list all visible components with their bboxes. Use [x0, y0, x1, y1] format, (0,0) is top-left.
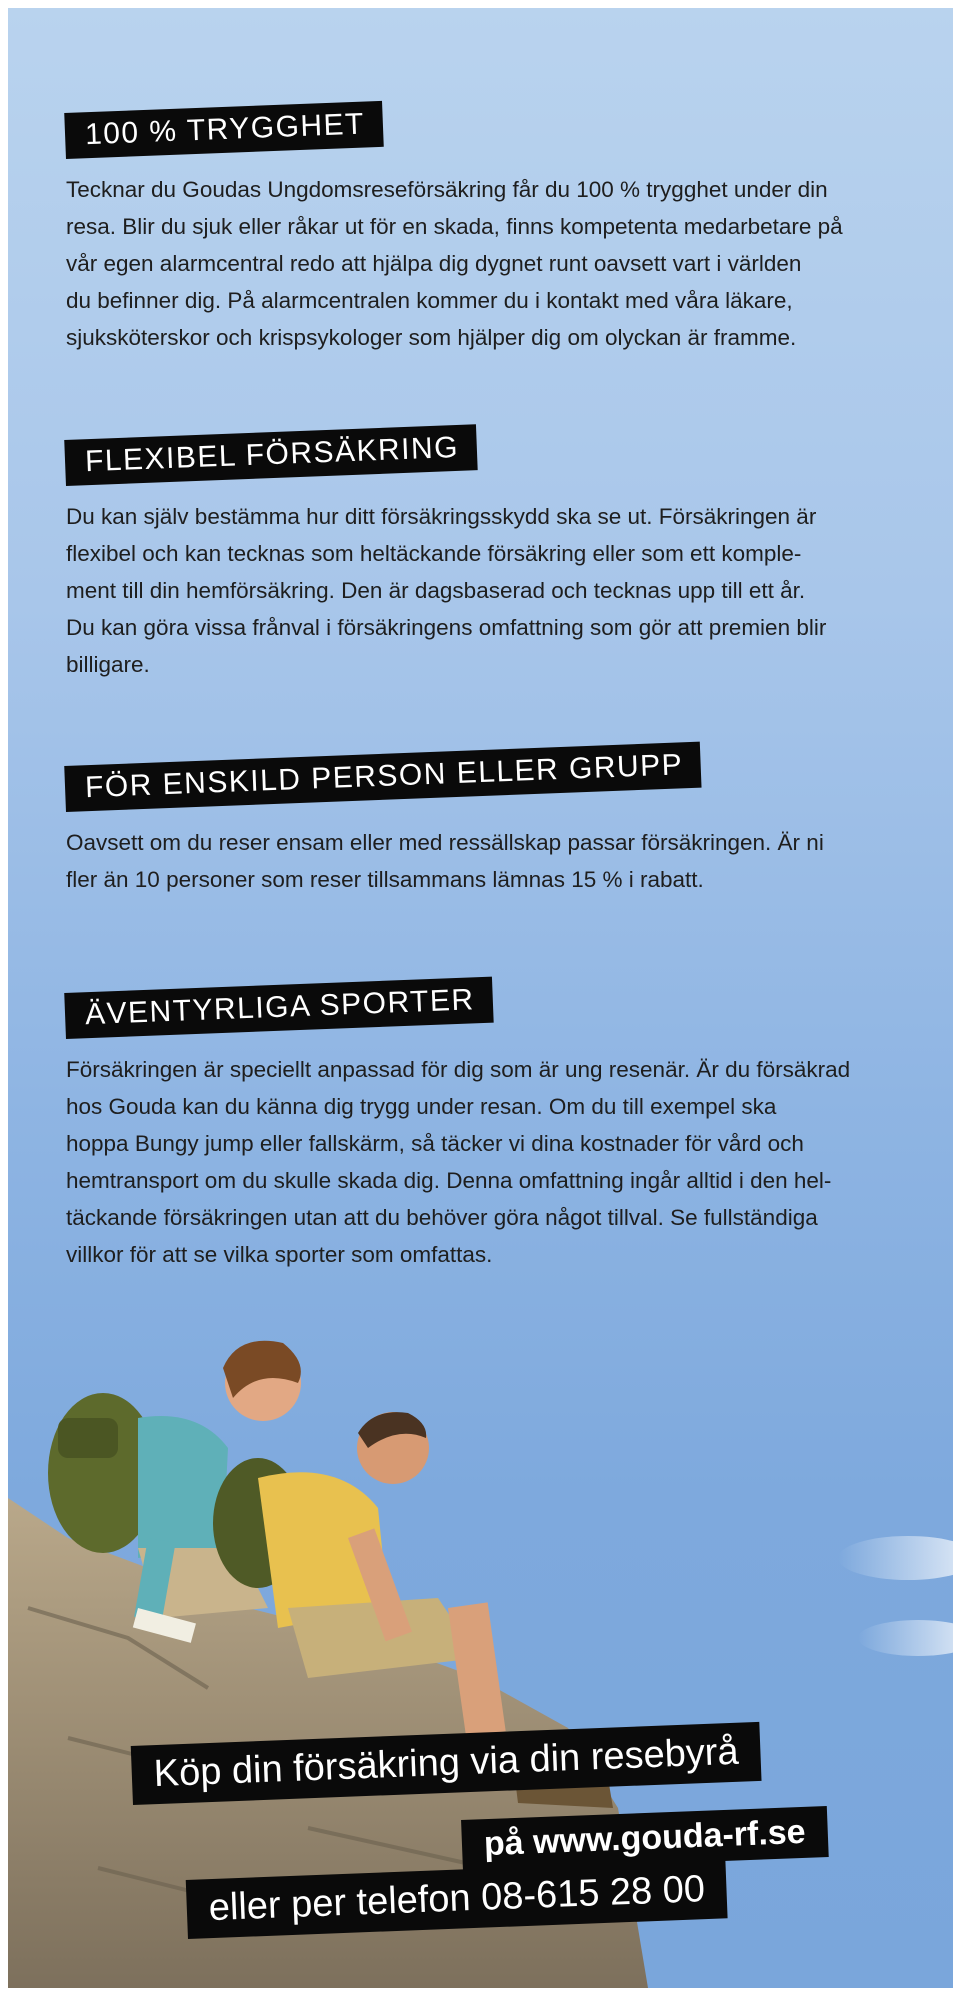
section-person-grupp — [66, 748, 896, 898]
section-flexibel — [66, 430, 896, 683]
cta-line-website[interactable]: på www.gouda-rf.se — [461, 1806, 828, 1871]
brochure-page — [8, 8, 953, 1988]
section-trygghet — [66, 107, 896, 356]
cta-line-buy: Köp din försäkring via din resebyrå — [131, 1722, 762, 1805]
section-sporter — [66, 983, 896, 1273]
section-heading: ÄVENTYRLIGA SPORTER — [64, 977, 493, 1039]
section-body: Försäkringen är speciellt anpassad för dig som är ung resenär. Är du försäkrad hos Gouda kan du känna dig trygg under resan. Om du till exempel ska hoppa Bungy jump eller fallskärm, så täcker vi dina kostnader för vård och hemtransport om du skulle skada dig. Denna omfattning ingår alltid i den hel- täckande försäkringen utan att du behöver göra något tillval. Se fullständiga villkor för att se vilka sporter som omfattas. — [66, 1057, 851, 1267]
cta-line-phone: eller per telefon 08-615 28 00 — [186, 1859, 728, 1939]
section-heading: FÖR ENSKILD PERSON ELLER GRUPP — [64, 742, 702, 812]
section-heading: 100 % TRYGGHET — [64, 101, 384, 159]
section-body: Oavsett om du reser ensam eller med ressällskap passar försäkringen. Är ni fler än 10 personer som reser tillsammans lämnas 15 % i rabatt. — [66, 830, 824, 892]
section-body: Du kan själv bestämma hur ditt försäkringsskydd ska se ut. Försäkringen är flexibel och kan tecknas som heltäckande försäkring eller som ett komple- ment till din hemförsäkring. Den är dagsbaserad och tecknas upp till ett år. Du kan göra vissa frånval i försäkringens omfattning som gör att premien blir billigare. — [66, 504, 827, 677]
section-heading: FLEXIBEL FÖRSÄKRING — [64, 424, 478, 486]
section-body: Tecknar du Goudas Ungdomsreseförsäkring får du 100 % trygghet under din resa. Blir du sjuk eller råkar ut för en skada, finns kompetenta medarbetare på vår egen alarmcentral redo att hjälpa dig dygnet runt oavsett vart i världen du befinner dig. På alarmcentralen kommer du i kontakt med våra läkare, sjuksköterskor och krispsykologer som hjälper dig om olyckan är framme. — [66, 177, 843, 350]
